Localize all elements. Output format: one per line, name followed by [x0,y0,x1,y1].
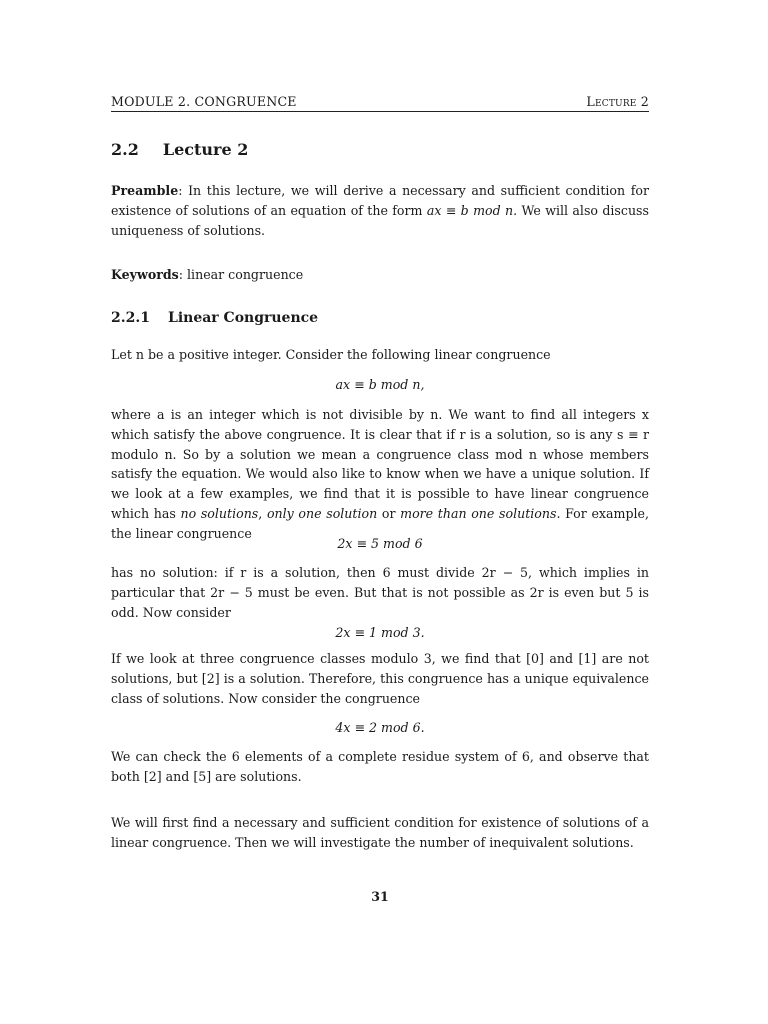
para2-em-only-one: only one solution [266,505,378,521]
equation-3: 2x ≡ 1 mod 3. [335,625,425,640]
section-number: 2.2 [111,140,139,159]
subsection-title: Linear Congruence [167,310,319,326]
paragraph-plan: We will first find a necessary and sufficient condition for existence of solutions of a linear congruence. Then we will investigate the number of inequivalent solutions. [111,815,649,850]
para2-em-more-than-one: more than one solutions [400,505,557,521]
keywords-text: : linear congruence [178,267,304,282]
para2-main: where a is an integer which is not divisible by n. We want to find all integers x which satisfy the above congruence. It is clear that if r is a solution, so is any s ≡ r modulo n. So by a solution we mean a congruence class mod n whose members satisfy the equation. We would also like to know when we have a unique solution. If we look at a few examples, we find that it is possible to have linear congruence which has [111,407,649,521]
equation-4: 4x ≡ 2 mod 6. [335,720,425,735]
page-number: 31 [371,889,389,904]
keywords-paragraph [111,265,649,285]
paragraph-no-solution: has no solution: if r is a solution, then 6 must divide 2r − 5, which implies in particular that 2r − 5 must be even. But that is not possible as 2r is even but 5 is odd. Now consider [111,565,649,620]
paragraph-unique-solution: If we look at three congruence classes modulo 3, we find that [0] and [1] are not solutions, but [2] is a solution. Therefore, this congruence has a unique equivalence class of solutions. Now consider the congruence [111,651,649,706]
preamble-label: Preamble [111,183,179,198]
paragraph-examples: where a is an integer which is not divisible by n. We want to find all integers x which satisfy the above congruence. It is clear that if r is a solution, so is any s ≡ r modulo n. So by a solution we mean a congruence class mod n whose members satisfy the equation. We would also like to know when we have a unique solution. If we look at a few examples, we find that it is possible to have linear congruence which has no solutions, only one solution or more than one solutions. For example, the linear congruence [111,407,649,541]
paragraph-two-solutions: We can check the 6 elements of a complete residue system of 6, and observe that both [2] and [5] are solutions. [111,749,649,784]
preamble-math: ax ≡ b mod n [426,202,514,218]
subsection-heading [111,310,318,326]
header-lecture: Lecture 2 [586,94,649,109]
section-heading [111,140,248,159]
equation-1: ax ≡ b mod n, [335,377,425,392]
preamble-text-1: : In this lecture, we will derive a necessary and sufficient condition for existence of solutions of an equation of the form [111,183,649,218]
preamble-text-2: . We will also discuss uniqueness of solutions. [111,202,649,238]
keywords-label: Keywords [111,267,179,282]
header-module: MODULE 2. CONGRUENCE [111,94,297,109]
paragraph-intro: Let n be a positive integer. Consider the following linear congruence [111,347,551,362]
preamble-paragraph [111,181,649,240]
para2-em-no-solutions: no solutions [180,505,259,521]
running-header [111,94,649,112]
subsection-number: 2.2.1 [111,310,150,326]
equation-2: 2x ≡ 5 mod 6 [337,536,423,551]
para2-end: . For example, the linear congruence [111,505,649,541]
section-title: Lecture 2 [162,140,249,159]
